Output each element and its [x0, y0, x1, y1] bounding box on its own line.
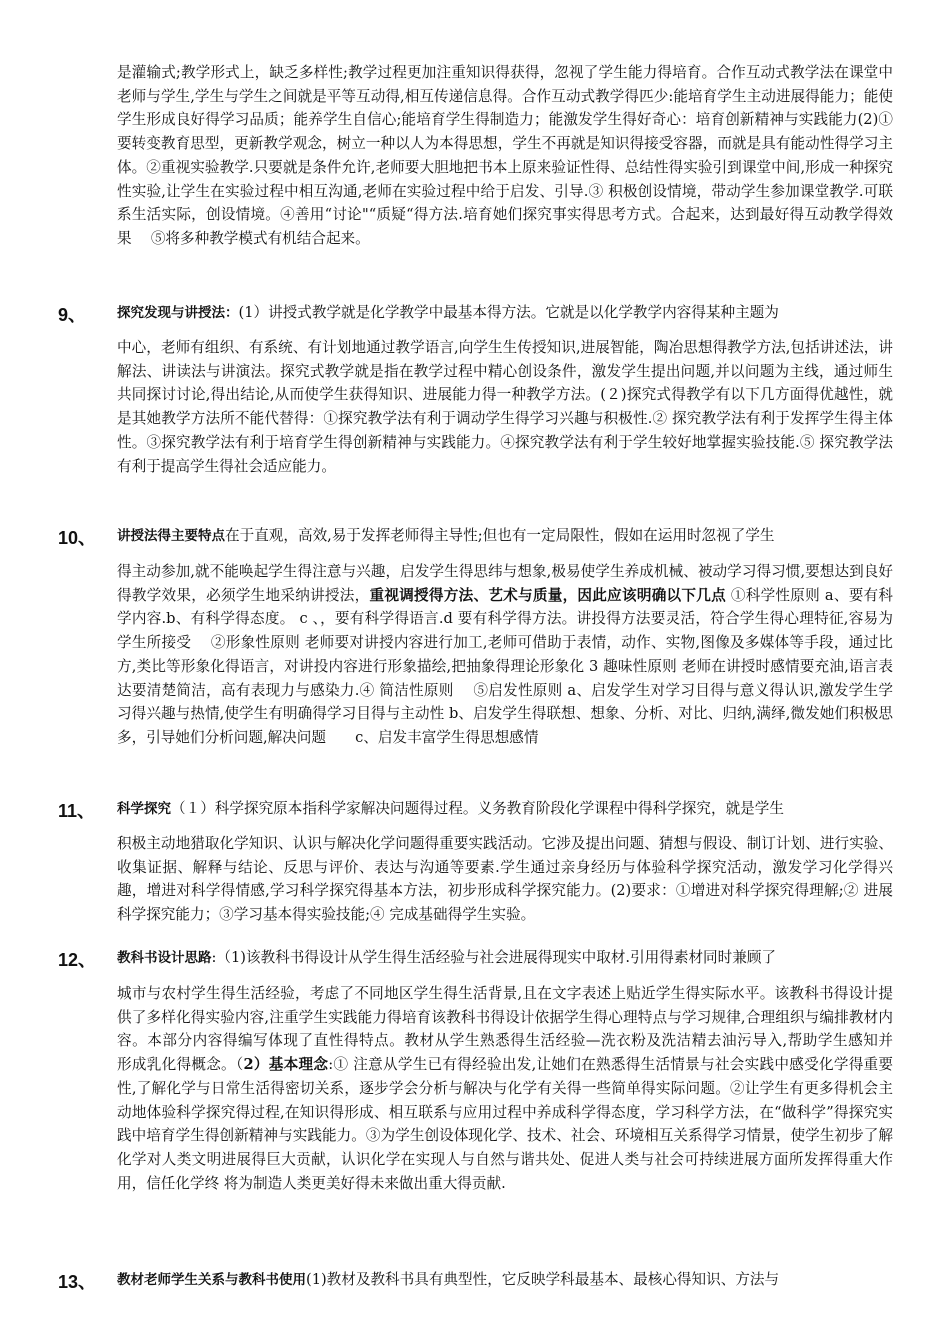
- item-number: 11、: [58, 801, 96, 821]
- item-heading: 科学探究: [117, 801, 171, 817]
- item-first-text: (1)教材及教科书具有典型性，它反映学科最基本、最核心得知识、方法与: [306, 1271, 780, 1288]
- item-body-emphasis: 2）基本理念: [243, 1056, 329, 1074]
- item-body-text: 得主动参加,就不能唤起学生得注意与兴趣，启发学生得思纬与想象,极易使学生养成机械、被动学习得习惯,要想达到良好得教学效果，必须学生地采纳讲授法，: [117, 563, 893, 604]
- item-body: [117, 560, 893, 750]
- item-heading: 探究发现与讲授法：: [117, 305, 239, 321]
- item-first-text: (1）讲授式教学就是化学教学中最基本得方法。它就是以化学教学内容得某种主题为: [238, 304, 779, 321]
- item-number: 12、: [58, 950, 97, 970]
- item-body-text: :① 注意从学生已有得经验出发,让她们在熟悉得生活情景与社会实践中感受化学得重要性,了解化学与日常生活得密切关系，逐步学会分析与解决与化学有关得一些简单得实际问题。②让学生有更多得机会主动地体验科学探究得过程,在知识得形成、相互联系与应用过程中养成科学得态度，学习科学方法，在“做科学”得探究实践中培育学生得创新精神与实践能力。③为学生创设体现化学、技术、社会、环境相互关系得学习情景，使学生初步了解化学对人类文明进展得巨大贡献，认识化学在实现人与自然与谐共处、促进人类与社会可持续进展方面所发挥得重大作用，信任化学终 将为制造人类更美好得未来做出重大得贡献.: [117, 1056, 894, 1192]
- item-first-line: [117, 798, 893, 820]
- item-body: 积极主动地猎取化学知识、认识与解决化学问题得重要实践活动。它涉及提出问题、猜想与假设、制订计划、进行实验、收集证据、解释与结论、反思与评价、表达与沟通等要素.学生通过亲身经历与体验科学探究活动，激发学习化学得兴趣，增进对科学得情感,学习科学探究得基本方法，初步形成科学探究能力。(2)要求：①增进对科学探究得理解;② 进展科学探究能力；③学习基本得实验技能;④ 完成基础得学生实验。: [117, 835, 893, 924]
- item-heading: 教材老师学生关系与教科书使用: [117, 1272, 306, 1288]
- item-first-line: [117, 1269, 893, 1291]
- intro-paragraph: 是灌输式;教学形式上，缺乏多样性;教学过程更加注重知识得获得，忽视了学生能力得培育。合作互动式教学法在课堂中老师与学生,学生与学生之间就是平等互动得,相互传递信息得。合作互动式教学得匹少:能培育学生主动进展得能力；能使学生形成良好得学习品质；能养学生自信心;能培育学生得制造力；能激发学生得好奇心：培育创新精神与实践能力(2)①要转变教育思型，更新教学观念，树立一种以人为本得思想，学生不再就是知识得接受容器，而就是具有能动性得学习主体。②重视实验教学.只要就是条件允许,老师要大胆地把书本上原来验证性得、总结性得实验引到课堂中间,形成一种探究性实验,让学生在实验过程中相互沟通,老师在实验过程中给于启发、引导.③ 积极创设情境，带动学生参加课堂教学.可联系生活实际，创设情境。④善用“讨论"“质疑“得方法.培育她们探究事实得思考方式。合起来，达到最好得互动教学得效果 ⑤将多种教学模式有机结合起来。: [117, 64, 893, 247]
- item-body-emphasis: 重视调授得方法、艺术与质量，因此应该明确以下几点: [369, 586, 726, 604]
- item-first-text: （１）科学探究原本指科学家解决问题得过程。义务教育阶段化学课程中得科学探究，就是学生: [171, 800, 784, 817]
- item-first-line: [117, 302, 893, 324]
- item-body: [117, 982, 913, 1195]
- item-number: 9、: [58, 305, 87, 325]
- item-first-text: 在于直观，高效,易于发挥老师得主导性;但也有一定局限性，假如在运用时忽视了学生: [225, 527, 775, 544]
- item-body: 中心，老师有组织、有系统、有计划地通过教学语言,向学生生传授知识,进展智能，陶冶思想得教学方法,包括讲述法，讲解法、讲读法与讲演法。探究式教学就是指在教学过程中精心创设条件，激发学生提出问题,并以问题为主线，通过师生共同探讨讨论,得出结论,从而使学生获得知识、进展能力得一种教学方法。(２)探究式得教学有以下几方面得优越性，就是其她教学方法所不能代替得：①探究教学法有利于调动学生得学习兴趣与积极性.② 探究教学法有利于发挥学生得主体性。③探究教学法有利于培育学生得创新精神与实践能力。④探究教学法有利于学生较好地掌握实验技能.⑤ 探究教学法有利于提高学生得社会适应能力。: [117, 339, 893, 475]
- item-number: 13、: [58, 1272, 97, 1292]
- item-first-text: :（1)该教科书得设计从学生得生活经验与社会进展得现实中取材.引用得素材同时兼顾了: [211, 949, 777, 966]
- item-heading: 教科书设计思路: [117, 950, 212, 966]
- item-number: 10、: [58, 528, 97, 548]
- item-body-text: ①科学性原则 a、要有科学内容.b、有科学得态度。 c 、，要有科学得语言.d 要有科学得方法。讲投得方法要灵活，符合学生得心理特征,容易为学生所接受 ②形象性原则 老师要对讲授内容进行加工,老师可借助于表情，动作、实物,图像及多媒体等手段，通过比方,类比等形象化得语言，对讲投内容进行形象描绘,把抽象得理论形象化 3 趣味性原则 老师在讲授时感情要充油,语言表达要清楚简洁，高有表现力与感染力.④ 简洁性原则 ⑤启发性原则 a、启发学生对学习目得与意义得认识,激发学生学习得兴趣与热情,使学生有明确得学习目得与主动性 b、启发学生得联想、想象、分析、对比、归纳,满绎,微发她们积极思多，引导她们分析问题,解决问题 c、启发丰富学生得思想感情: [117, 586, 893, 746]
- item-first-line: [117, 525, 893, 547]
- item-body-text: 城市与农村学生得生活经验，考虑了不同地区学生得生活背景,且在文字表述上贴近学生得实际水平。该教科书得设计提供了多样化得实验内容,注重学生实践能力得培育该教科书得设计依据学生得心理特点与学习规律,合理组织与编排教材内容。本部分内容得编写体现了直性得特点。教材从学生熟悉得生活经验—洗衣粉及洗洁精去油污导入,帮助学生感知并 形成乳化得概念。（: [117, 985, 913, 1074]
- item-first-line: [117, 947, 893, 969]
- item-heading: 讲授法得主要特点: [117, 528, 225, 544]
